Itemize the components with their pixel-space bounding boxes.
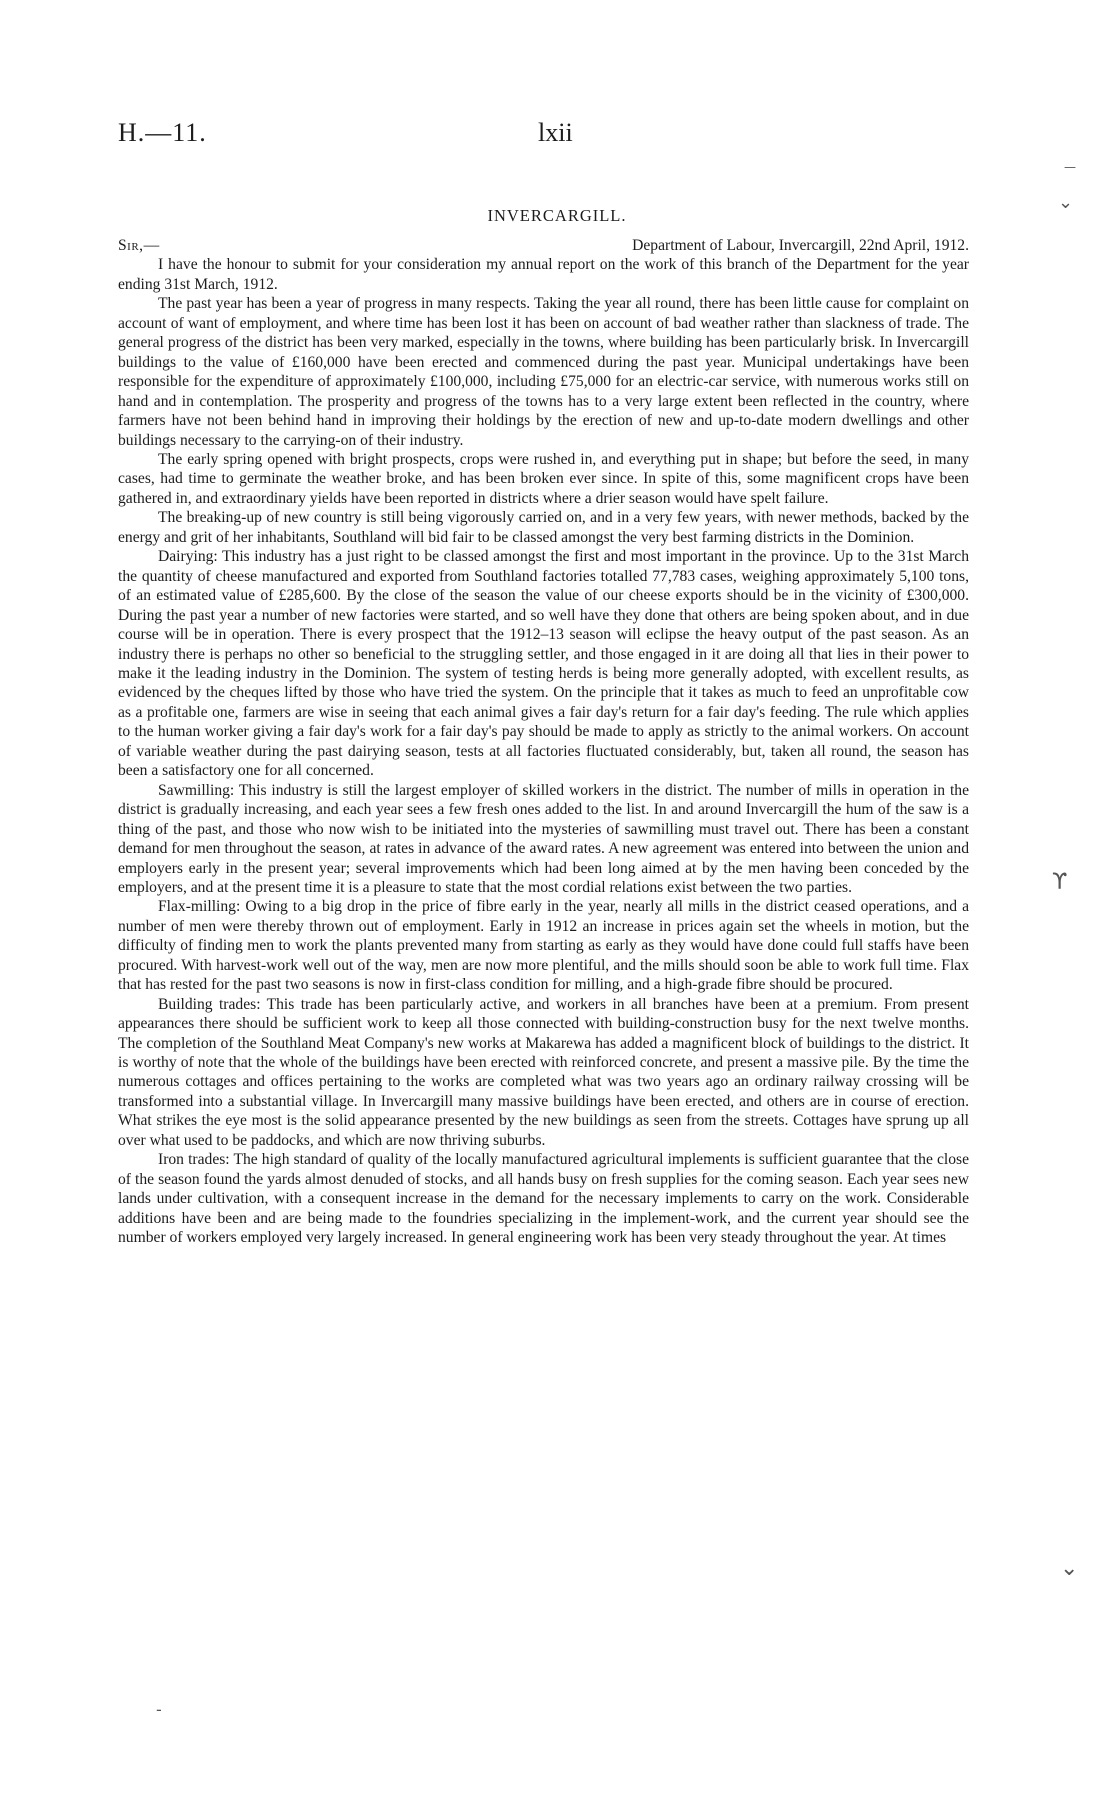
scan-mark: ⌄ bbox=[1058, 192, 1074, 213]
page-number: lxii bbox=[538, 118, 573, 147]
scan-mark: — bbox=[1064, 160, 1076, 174]
paragraph-general-progress: The past year has been a year of progress in many respects. Taking the year all round, there has been little cause for complaint on account of want of employment, and where time has been lost it has been on account of bad weather rather than slackness of trade. The general progress of the district has been very marked, especially in the towns, where building has been particularly brisk. In Invercargill buildings to the value of £160,000 have been erected and commenced during the past year. Municipal undertakings have been responsible for the expenditure of approximately £100,000, including £75,000 for an electric-car service, with numerous works still on hand and in contemplation. The prosperity and progress of the towns has to a very large extent been reflected in the country, where farmers have not been behind hand in improving their holdings by the erection of new and up-to-date modern dwellings and other buildings necessary to the carrying-on of their industry. bbox=[118, 295, 969, 449]
scan-mark: - bbox=[156, 1700, 162, 1719]
salutation: Sir,— bbox=[118, 237, 160, 254]
paragraph-flax-milling: Flax-milling: Owing to a big drop in the price of fibre early in the year, nearly all mills in the district ceased operations, and a number of men were thereby thrown out of employment. Early in 1912 an increase in prices again set the wheels in motion, but the difficulty of finding men to work the plants prevented many from starting as early as they would have done could full staffs have been procured. With harvest-work well out of the way, men are now more plentiful, and the mills should soon be able to work full time. Flax that has rested for the past two seasons is now in first-class condition for milling, and a high-grade fibre should be procured. bbox=[118, 898, 969, 994]
page-header bbox=[118, 118, 978, 158]
paragraph-building-trades: Building trades: This trade has been particularly active, and workers in all branches have been at a premium. From present appearances there should be sufficient work to keep all those connected with building-construction busy for the next twelve months. The completion of the Southland Meat Company's new works at Makarewa has added a magnificent block of buildings to the district. It is worthy of note that the whole of the buildings have been erected with reinforced concrete, and present a massive pile. By the time the numerous cottages and offices pertaining to the works are completed what was two years ago an ordinary railway crossing will be transformed into a substantial village. In Invercargill many massive buildings have been erected, and others are in course of erection. What strikes the eye most is the solid appearance presented by the new buildings as seen from the streets. Cottages have sprung up all over what used to be paddocks, and which are now thriving suburbs. bbox=[118, 995, 969, 1149]
dateline: Department of Labour, Invercargill, 22nd April, 1912. bbox=[632, 237, 969, 254]
letter-opening bbox=[118, 236, 969, 255]
section-title: INVERCARGILL. bbox=[487, 206, 627, 225]
scan-mark: ⌄ bbox=[1060, 1556, 1079, 1581]
paragraph-iron-trades: Iron trades: The high standard of quality of the locally manufactured agricultural implements is sufficient guarantee that the close of the season found the yards almost denuded of stocks, and all hands busy on fresh supplies for the coming season. Each year sees new lands under cultivation, with a consequent increase in the demand for the necessary implements to carry on the work. Considerable additions have been and are being made to the foundries specializing in the implement-work, and the current year should see the number of workers employed very largely increased. In general engineering work has been very steady throughout the year. At times bbox=[118, 1151, 969, 1247]
paragraph-dairying: Dairying: This industry has a just right to be classed amongst the first and most important in the province. Up to the 31st March the quantity of cheese manufactured and exported from Southland factories totalled 77,783 cases, weighing approximately 5,100 tons, of an estimated value of £285,600. By the close of the season the value of our cheese exports should be in the vicinity of £300,000. During the past year a number of new factories were started, and so well have they done that others are being spoken about, and in due course will be in operation. There is every prospect that the 1912–13 season will eclipse the heavy output of the past season. As an industry there is perhaps no other so beneficial to the struggling settler, and those engaged in it are doing all that lies in their power to make it the leading industry in the Dominion. The system of testing herds is being more generally adopted, with excellent results, as evidenced by the cheques lifted by those who have tried the system. On the principle that it takes as much to feed an unprofitable cow as a profitable one, farmers are wise in seeing that each animal gives a fair day's return for a fair day's feeding. The rule which applies to the human worker giving a fair day's work for a fair day's pay should be made to apply as strictly to the animal workers. On account of variable weather during the past dairying season, tests at all factories fluctuated considerably, but, taken all round, the season has been a satisfactory one for all concerned. bbox=[118, 548, 969, 780]
paragraph-new-country: The breaking-up of new country is still being vigorously carried on, and in a very few years, with newer methods, backed by the energy and grit of her inhabitants, Southland will bid fair to be classed amongst the very best farming districts in the Dominion. bbox=[118, 509, 969, 546]
paragraph-spring: The early spring opened with bright prospects, crops were rushed in, and everything put in shape; but before the seed, in many cases, had time to germinate the weather broke, and has been broken ever since. In spite of this, some magnificent crops have been gathered in, and extraordinary yields have been reported in districts where a drier season would have spelt failure. bbox=[118, 450, 969, 507]
paragraph-sawmilling: Sawmilling: This industry is still the largest employer of skilled workers in the district. The number of mills in operation in the district is gradually increasing, and each year sees a few fresh ones added to the list. In and around Invercargill the hum of the saw is a thing of the past, and those who now wish to be initiated into the mysteries of sawmilling must travel out. There has been a constant demand for men throughout the season, at rates in advance of the award rates. A new agreement was entered into between the union and employers early in the present year; several improvements which had been long aimed at by the men having been conceded by the employers, and at the present time it is a pleasure to state that the most cordial relations exist between the two parties. bbox=[118, 781, 969, 896]
report-reference: H.—11. bbox=[118, 118, 207, 147]
report-body bbox=[118, 236, 969, 1248]
paragraph-intro: I have the honour to submit for your consideration my annual report on the work of this branch of the Department for the year ending 31st March, 1912. bbox=[118, 256, 969, 293]
scan-mark: ϒ bbox=[1052, 870, 1068, 895]
